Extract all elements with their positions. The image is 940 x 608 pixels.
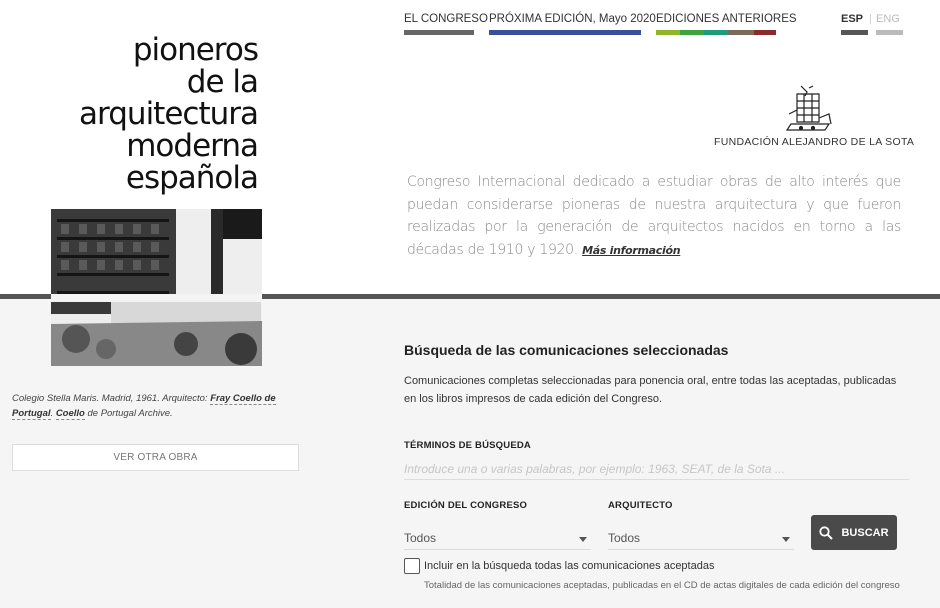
nav-underline-anteriores-1 bbox=[656, 30, 680, 35]
search-terms-input[interactable] bbox=[404, 458, 909, 480]
featured-work-photo bbox=[51, 209, 262, 366]
title-line: de la bbox=[186, 64, 258, 100]
intro-body: Congreso Internacional dedicado a estudiar obras de alto interés que puedan considerarse pioneras de nuestra arquitectura y que fueron realizadas por la generación de arquitectos nacidos en torno a las décadas de 1910 y 1920. bbox=[407, 174, 901, 258]
caret-down-icon bbox=[579, 537, 587, 542]
caption-text: Colegio Stella Maris. Madrid, 1961. Arquitecto: bbox=[12, 393, 211, 404]
nav-underline-anteriores-5 bbox=[754, 30, 776, 35]
archive-link[interactable]: Coello bbox=[55, 408, 85, 419]
search-title: Búsqueda de las comunicaciones seleccionadas bbox=[404, 342, 729, 358]
caption-text: de Portugal Archive. bbox=[84, 408, 173, 419]
nav-underline-anteriores-2 bbox=[680, 30, 704, 35]
intro-text bbox=[407, 171, 901, 262]
see-another-work-button[interactable]: VER OTRA OBRA bbox=[12, 444, 299, 471]
title-line: pioneros bbox=[132, 32, 258, 68]
title-line: moderna bbox=[126, 128, 258, 164]
title-line: española bbox=[125, 160, 258, 196]
search-button-label: BUSCAR bbox=[841, 526, 889, 539]
lang-underline-esp bbox=[841, 30, 868, 35]
nav-underline-congreso bbox=[404, 30, 474, 35]
edition-label: EDICIÓN DEL CONGRESO bbox=[404, 500, 528, 511]
terms-label: TÉRMINOS DE BÚSQUEDA bbox=[404, 440, 531, 451]
edition-select[interactable] bbox=[404, 528, 591, 550]
architect-label: ARQUITECTO bbox=[608, 500, 673, 511]
architect-select-value: Todos bbox=[608, 531, 641, 545]
include-all-checkbox[interactable] bbox=[404, 558, 420, 574]
search-description: Comunicaciones completas seleccionadas para ponencia oral, entre todas las aceptadas, publicadas en los libros impresos de cada edición del Congreso. bbox=[404, 375, 897, 405]
nav-underline-anteriores-4 bbox=[728, 30, 754, 35]
include-all-label[interactable]: Incluir en la búsqueda todas las comunicaciones aceptadas bbox=[424, 560, 715, 572]
edition-select-value: Todos bbox=[404, 531, 437, 545]
foundation-name[interactable]: FUNDACIÓN ALEJANDRO DE LA SOTA bbox=[714, 136, 915, 148]
nav-item-ediciones-anteriores[interactable]: EDICIONES ANTERIORES bbox=[656, 13, 797, 25]
caret-down-icon bbox=[782, 537, 790, 542]
work-caption bbox=[12, 391, 312, 421]
more-info-link[interactable]: Más información bbox=[582, 243, 681, 257]
search-button[interactable] bbox=[811, 515, 897, 550]
lang-eng[interactable]: ENG bbox=[876, 13, 900, 25]
architect-link[interactable]: Fray Coello de Portugal bbox=[12, 393, 276, 419]
foundation-logo-icon[interactable] bbox=[779, 84, 835, 134]
lang-underline-eng bbox=[876, 30, 903, 35]
include-all-hint: Totalidad de las comunicaciones aceptadas, publicadas en el CD de actas digitales de cada edición del congreso bbox=[424, 580, 900, 591]
caption-text: . bbox=[50, 408, 56, 419]
nav-item-proxima-edicion[interactable]: PRÓXIMA EDICIÓN, Mayo 2020 bbox=[489, 13, 656, 25]
search-icon bbox=[819, 526, 833, 540]
title-line: arquitectura bbox=[79, 96, 258, 132]
lang-esp[interactable]: ESP bbox=[841, 13, 864, 25]
nav-underline-proxima bbox=[489, 30, 641, 35]
site-title[interactable] bbox=[79, 34, 258, 194]
nav-underline-anteriores-3 bbox=[704, 30, 728, 35]
lang-separator: | bbox=[869, 13, 872, 25]
architect-select[interactable] bbox=[608, 528, 794, 550]
nav-item-congreso[interactable]: EL CONGRESO bbox=[404, 13, 488, 25]
